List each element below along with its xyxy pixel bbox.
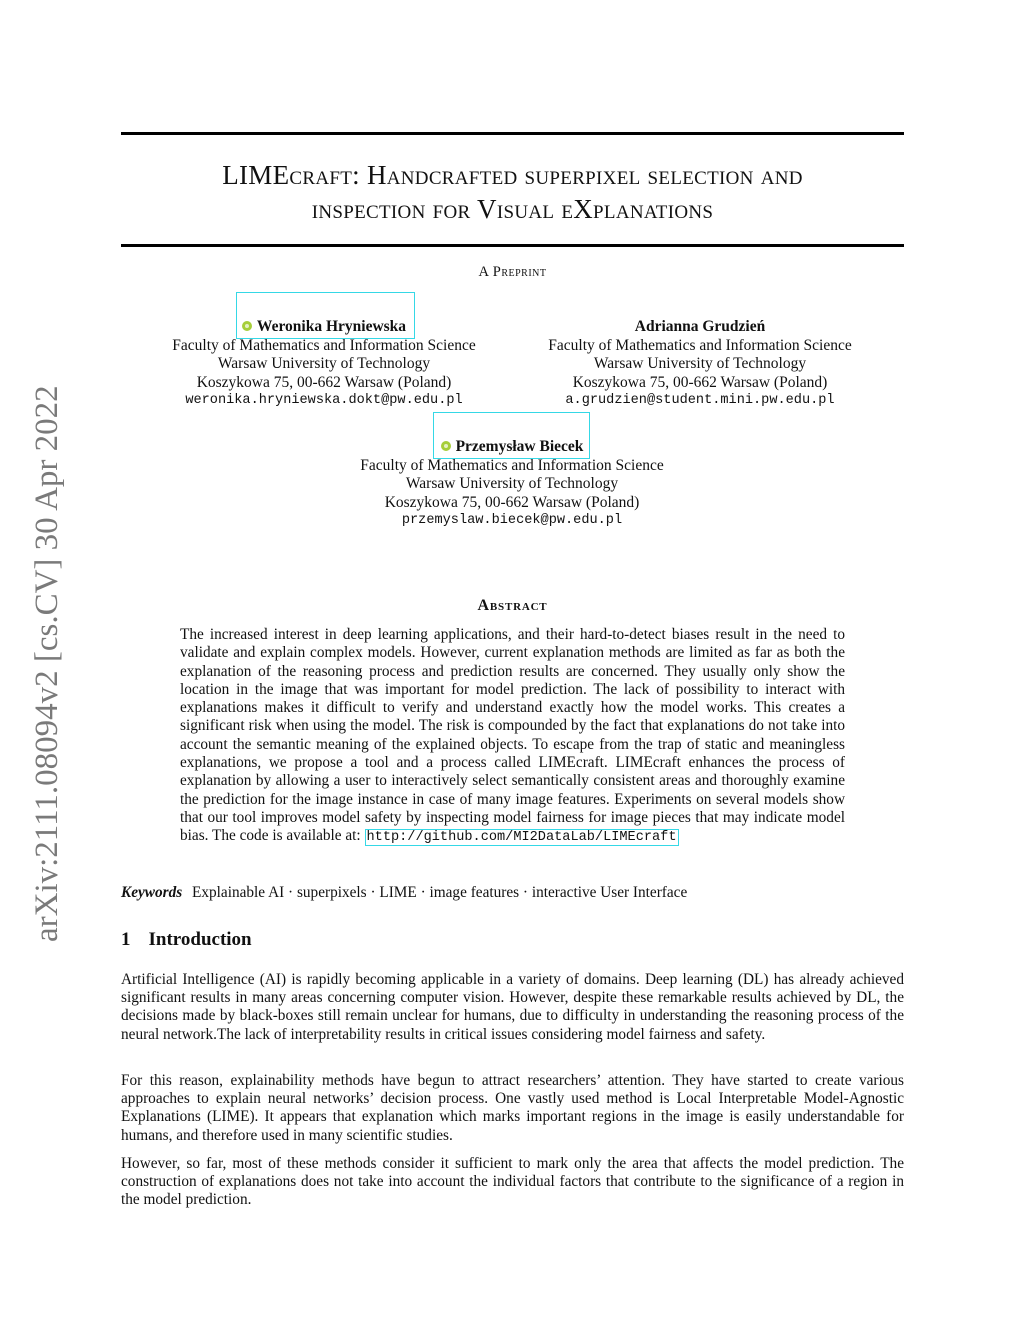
abstract-body [180,626,845,848]
author-3-link-box[interactable] [433,412,590,459]
intro-paragraph-3: However, so far, most of these methods consider it sufficient to mark only the area that affects the model prediction. The construction of explanations does not take into account the individual factors that contribute to the significance of a region in the model prediction. [121,1155,904,1209]
title-bottom-rule [121,244,904,247]
title-line-2: inspection for Visual eXplanations [311,194,714,224]
author-email-2[interactable]: a.grudzien@student.mini.pw.edu.pl [565,393,835,409]
author-block-2 [522,318,878,411]
section-title: Introduction [148,929,252,950]
author-address-1: Koszykowa 75, 00-662 Warsaw (Poland) [196,373,452,391]
code-repository-link[interactable]: http://github.com/MI2DataLab/LIMEcraft [366,830,677,846]
author-address-2: Koszykowa 75, 00-662 Warsaw (Poland) [572,373,828,391]
section-number: 1 [121,929,131,950]
section-heading [121,929,252,951]
abstract-heading: Abstract [477,597,548,614]
author-email-3[interactable]: przemyslaw.biecek@pw.edu.pl [401,513,623,529]
paper-title [121,158,904,226]
author-name-1[interactable]: Weronika Hryniewska [146,318,502,337]
author-university-1: Warsaw University of Technology [217,355,431,373]
abstract-text: The increased interest in deep learning applications, and their hard-to-detect biases result in the need to validate and explain complex models. However, current explanation methods are limited as far as both the explanation of the reasoning process and prediction results are concerned. They usually only show the location in the image that was important for model prediction. The lack of possibility to interact with explanations makes it difficult to verify and understand exactly how the model works. This creates a significant risk when using the model. The risk is compounded by the fact that explanations do not take into account the semantic meaning of the explained objects. To escape from the trap of static and meaningless explanations, we propose a tool and a process called LIMEcraft. LIMEcraft enhances the process of explanation by allowing a user to interactively select semantically consistent areas and thoroughly examine the prediction for the image instance in case of many image features. Experiments on several models show that our tool improves model safety by inspecting model fairness for image pieces that may indicate model bias. The code is available at: [180,626,845,845]
author-university-2: Warsaw University of Technology [593,355,807,373]
author-affiliation-1: Faculty of Mathematics and Information Science [172,336,476,354]
author-email-1[interactable]: weronika.hryniewska.dokt@pw.edu.pl [185,393,463,409]
author-affiliation-3: Faculty of Mathematics and Information Science [360,456,664,474]
keywords-line [121,884,904,902]
keywords-text: Explainable AI · superpixels · LIME · image features · interactive User Interface [192,884,688,901]
author-university-3: Warsaw University of Technology [405,475,619,493]
preprint-label: A Preprint [478,264,547,280]
keywords-label: Keywords [121,884,183,901]
intro-paragraph-1: Artificial Intelligence (AI) is rapidly becoming applicable in a variety of domains. Deep learning (DL) has already achieved significant results in many areas concerning computer vision. However, despite these remarkable results achieved by DL, the decisions made by black-boxes still remain unclear for humans, due to difficulty in understanding the reasoning process of the neural network.The lack of interpretability results in critical issues considering model fairness and safety. [121,971,904,1043]
title-top-rule [121,132,904,135]
author-affiliation-2: Faculty of Mathematics and Information Science [548,336,852,354]
author-name-3[interactable]: Przemysław Biecek [334,438,690,457]
author-name-2: Adrianna Grudzień [634,318,766,335]
arxiv-identifier: arXiv:2111.08094v2 [cs.CV] 30 Apr 2022 [29,385,65,942]
intro-paragraph-2: For this reason, explainability methods have begun to attract researchers’ attention. They have started to create various approaches to explain neural networks’ decision process. One vastly used method is Local Interpretable Model-Agnostic Explanations (LIME). It appears that explanation which marks important regions in the image is easily understandable for humans, and therefore used in many scientific studies. [121,1072,904,1144]
title-line-1: LIMEcraft: Handcrafted superpixel selection and [222,160,803,190]
author-address-3: Koszykowa 75, 00-662 Warsaw (Poland) [384,493,640,511]
author-1-link-box[interactable] [236,292,415,339]
